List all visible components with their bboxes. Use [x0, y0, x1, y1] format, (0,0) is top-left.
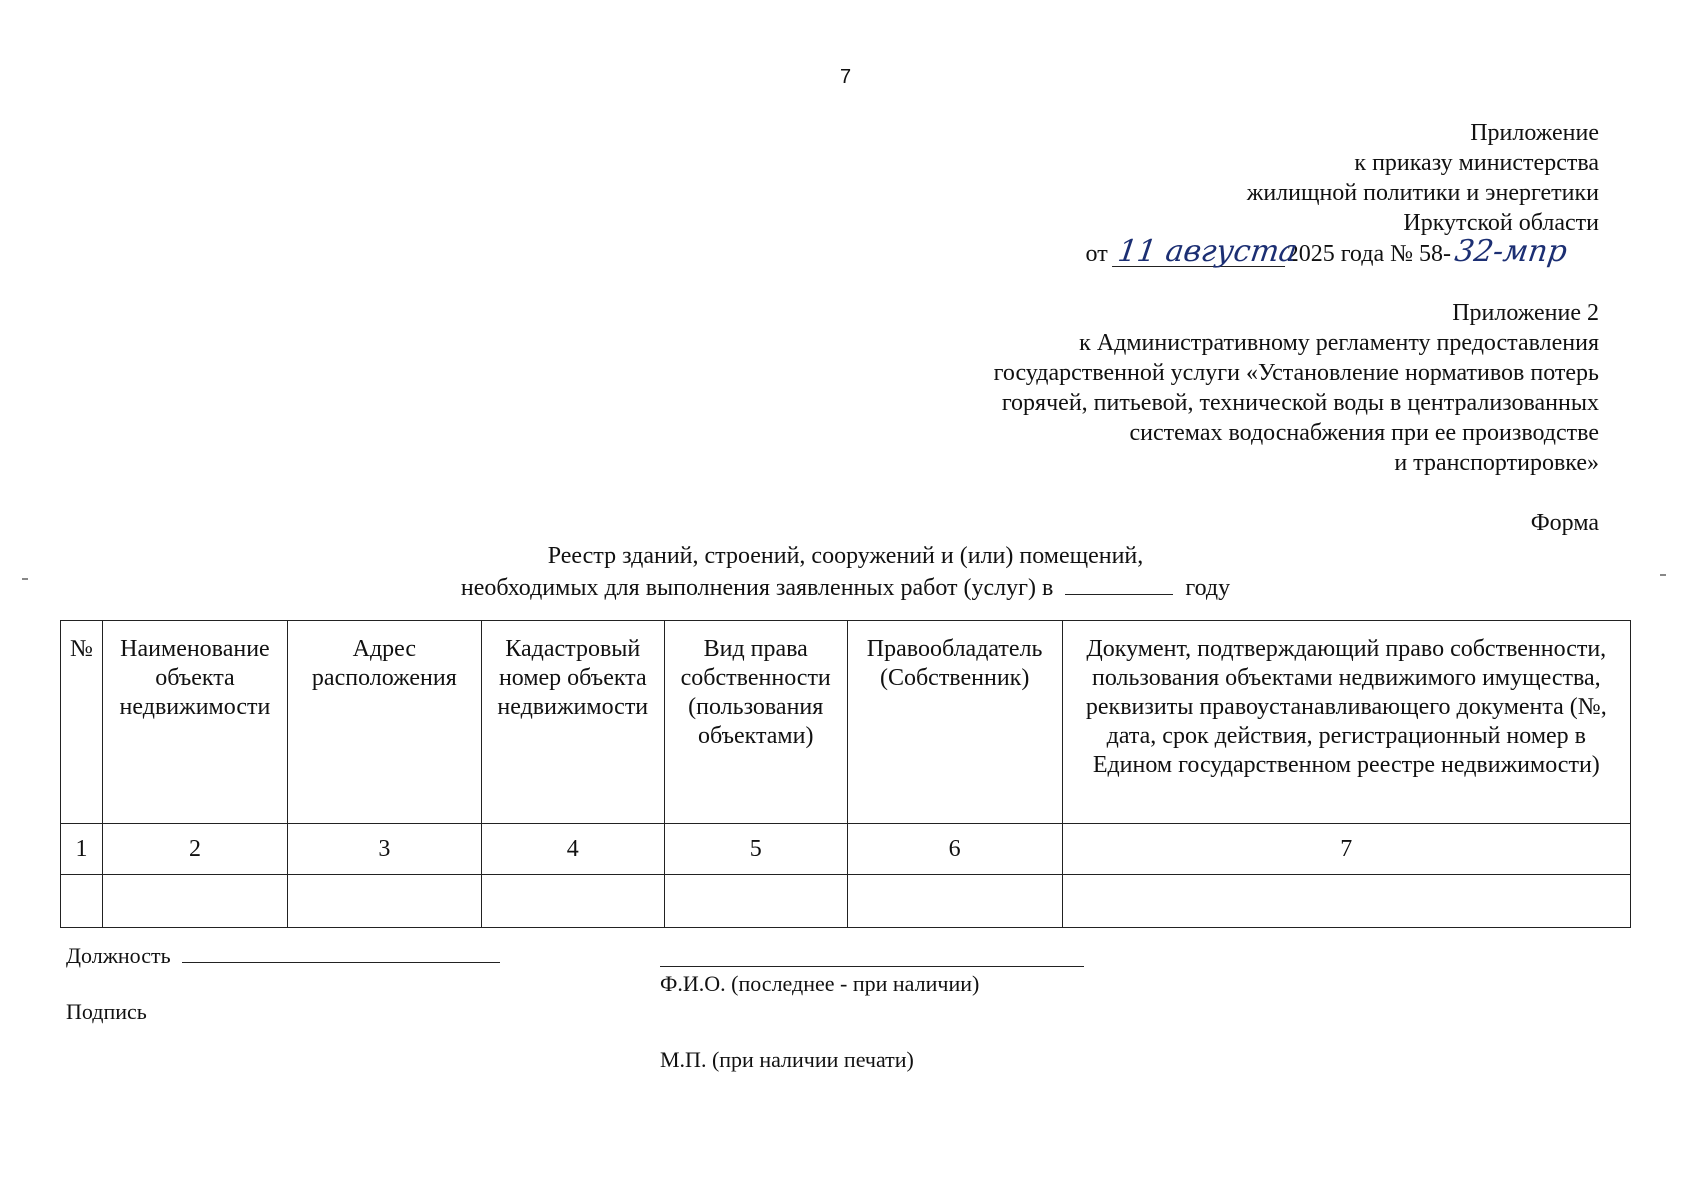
annex2-title: Приложение 2	[1452, 300, 1599, 326]
annex-order-line: к приказу министерства	[1354, 150, 1599, 176]
handwritten-date: 11 августа	[1112, 238, 1289, 267]
order-date-number-line	[1085, 234, 1599, 269]
header-cadastral-number: Кадастровый номер объекта недвижимости	[481, 621, 664, 824]
column-number: 6	[847, 824, 1062, 875]
order-from-prefix: от	[1085, 241, 1108, 267]
registry-title-line-2	[0, 572, 1691, 604]
table-cell	[847, 875, 1062, 928]
fio-blank-line	[660, 948, 1084, 967]
annex2-block	[994, 298, 1599, 478]
column-number: 2	[102, 824, 287, 875]
table-cell	[481, 875, 664, 928]
annex-order-block	[1086, 118, 1599, 269]
position-label: Должность	[66, 943, 171, 968]
column-number: 7	[1062, 824, 1630, 875]
annex2-line-2: к Административному регламенту предоставления	[1079, 330, 1599, 356]
annex-region-line: Иркутской области	[1403, 210, 1599, 236]
table-cell	[1062, 875, 1630, 928]
annex2-line-6: и транспортировке»	[1394, 450, 1599, 476]
year-blank-field	[1065, 572, 1173, 595]
registry-title	[0, 540, 1691, 604]
registry-title-year-word: году	[1185, 575, 1231, 601]
header-number: №	[61, 621, 103, 824]
column-number: 3	[287, 824, 481, 875]
table-cell	[287, 875, 481, 928]
registry-title-line-1: Реестр зданий, строений, сооружений и (или) помещений,	[547, 543, 1144, 569]
signature-label: Подпись	[66, 999, 147, 1024]
annex2-line-4: горячей, питьевой, технической воды в централизованных	[1001, 390, 1599, 416]
header-document: Документ, подтверждающий право собственности, пользования объектами недвижимого имущества, реквизиты правоустанавливающего документа (№, дата, срок действия, регистрационный номер в Едином государственном реестре недвижимости)	[1062, 621, 1630, 824]
annex2-line-5: системах водоснабжения при ее производстве	[1129, 420, 1599, 446]
column-numbers-row	[61, 824, 1631, 875]
annex-ministry-line: жилищной политики и энергетики	[1246, 180, 1599, 206]
table-cell	[664, 875, 847, 928]
handwritten-order-number: 32-мпр	[1452, 234, 1570, 269]
table-cell	[102, 875, 287, 928]
header-object-name: Наименование объекта недвижимости	[102, 621, 287, 824]
table-row	[61, 875, 1631, 928]
column-number: 1	[61, 824, 103, 875]
table-header-row	[61, 621, 1631, 824]
column-number: 5	[664, 824, 847, 875]
annex2-line-3: государственной услуги «Установление нормативов потерь	[993, 360, 1599, 386]
table-cell	[61, 875, 103, 928]
form-label: Форма	[1530, 510, 1599, 536]
header-right-type: Вид права собственности (пользования объектами)	[664, 621, 847, 824]
registry-title-line-2-text: необходимых для выполнения заявленных работ (услуг) в	[460, 575, 1054, 601]
page-number: 7	[839, 66, 852, 88]
position-blank-line	[182, 942, 500, 963]
seal-label: М.П. (при наличии печати)	[660, 1047, 914, 1072]
annex-title: Приложение	[1470, 120, 1599, 146]
order-year-number-text: 2025 года № 58-	[1286, 241, 1451, 267]
column-number: 4	[481, 824, 664, 875]
header-address: Адрес расположения	[287, 621, 481, 824]
position-field	[66, 942, 500, 970]
scan-artifact	[22, 578, 28, 580]
fio-label: Ф.И.О. (последнее - при наличии)	[660, 971, 980, 996]
scan-artifact	[1660, 574, 1666, 576]
registry-table	[60, 620, 1631, 928]
header-owner: Правообладатель (Собственник)	[847, 621, 1062, 824]
